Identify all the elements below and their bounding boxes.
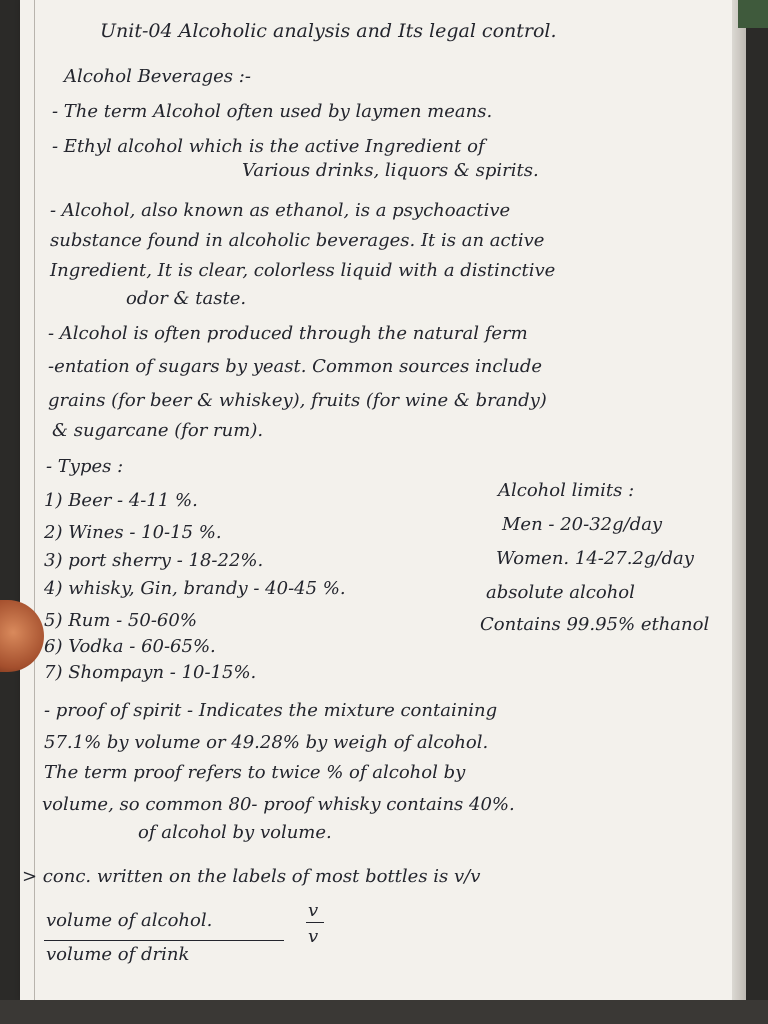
conc-line: > conc. written on the labels of most bottles is v/v xyxy=(22,866,481,887)
proof-line: - proof of spirit - Indicates the mixture containing xyxy=(44,700,498,721)
absolute-alcohol: absolute alcohol xyxy=(486,582,635,603)
vv-top: v xyxy=(308,900,319,921)
text-line: substance found in alcoholic beverages. It is an active xyxy=(50,230,545,251)
text-line: Various drinks, liquors & spirits. xyxy=(242,160,539,181)
text-line: - Alcohol, also known as ethanol, is a psychoactive xyxy=(50,200,511,221)
types-item: 3) port sherry - 18-22%. xyxy=(44,550,264,571)
vv-bar xyxy=(306,922,324,923)
types-heading: - Types : xyxy=(46,456,124,477)
limits-men: Men - 20-32g/day xyxy=(502,514,663,535)
text-line: - Alcohol is often produced through the natural ferm xyxy=(48,323,528,344)
types-item: 6) Vodka - 60-65%. xyxy=(44,636,216,657)
limits-heading: Alcohol limits : xyxy=(498,480,635,501)
page-stack-edge xyxy=(732,0,746,1024)
vv-bottom: v xyxy=(308,926,319,947)
margin-line xyxy=(34,0,35,1000)
text-line: & sugarcane (for rum). xyxy=(52,420,264,441)
fraction-bar xyxy=(44,940,284,941)
proof-line: volume, so common 80- proof whisky contains 40%. xyxy=(42,794,515,815)
text-line: grains (for beer & whiskey), fruits (for wine & brandy) xyxy=(48,390,547,411)
proof-line: The term proof refers to twice % of alcohol by xyxy=(44,762,466,783)
types-item: 2) Wines - 10-15 %. xyxy=(44,522,222,543)
types-item: 1) Beer - 4-11 %. xyxy=(44,490,198,511)
proof-line: of alcohol by volume. xyxy=(138,822,332,843)
background-corner xyxy=(738,0,768,28)
notebook-page xyxy=(20,0,732,1000)
types-item: 5) Rum - 50-60% xyxy=(44,610,197,631)
text-line: - Ethyl alcohol which is the active Ingredient of xyxy=(52,136,485,157)
text-line: Ingredient, It is clear, colorless liquid with a distinctive xyxy=(50,260,556,281)
section-title: Alcohol Beverages :- xyxy=(64,66,251,87)
unit-title: Unit-04 Alcoholic analysis and Its legal control. xyxy=(100,20,557,42)
fraction-denominator: volume of drink xyxy=(46,944,190,965)
types-item: 7) Shompayn - 10-15%. xyxy=(44,662,257,683)
types-item: 4) whisky, Gin, brandy - 40-45 %. xyxy=(44,578,346,599)
text-line: odor & taste. xyxy=(126,288,247,309)
fraction-numerator: volume of alcohol. xyxy=(46,910,213,931)
proof-line: 57.1% by volume or 49.28% by weigh of alcohol. xyxy=(44,732,489,753)
table-surface xyxy=(0,1000,768,1024)
text-line: -entation of sugars by yeast. Common sources include xyxy=(48,356,542,377)
limits-women: Women. 14-27.2g/day xyxy=(496,548,694,569)
text-line: - The term Alcohol often used by laymen means. xyxy=(52,101,493,122)
absolute-alcohol-contains: Contains 99.95% ethanol xyxy=(480,614,710,635)
